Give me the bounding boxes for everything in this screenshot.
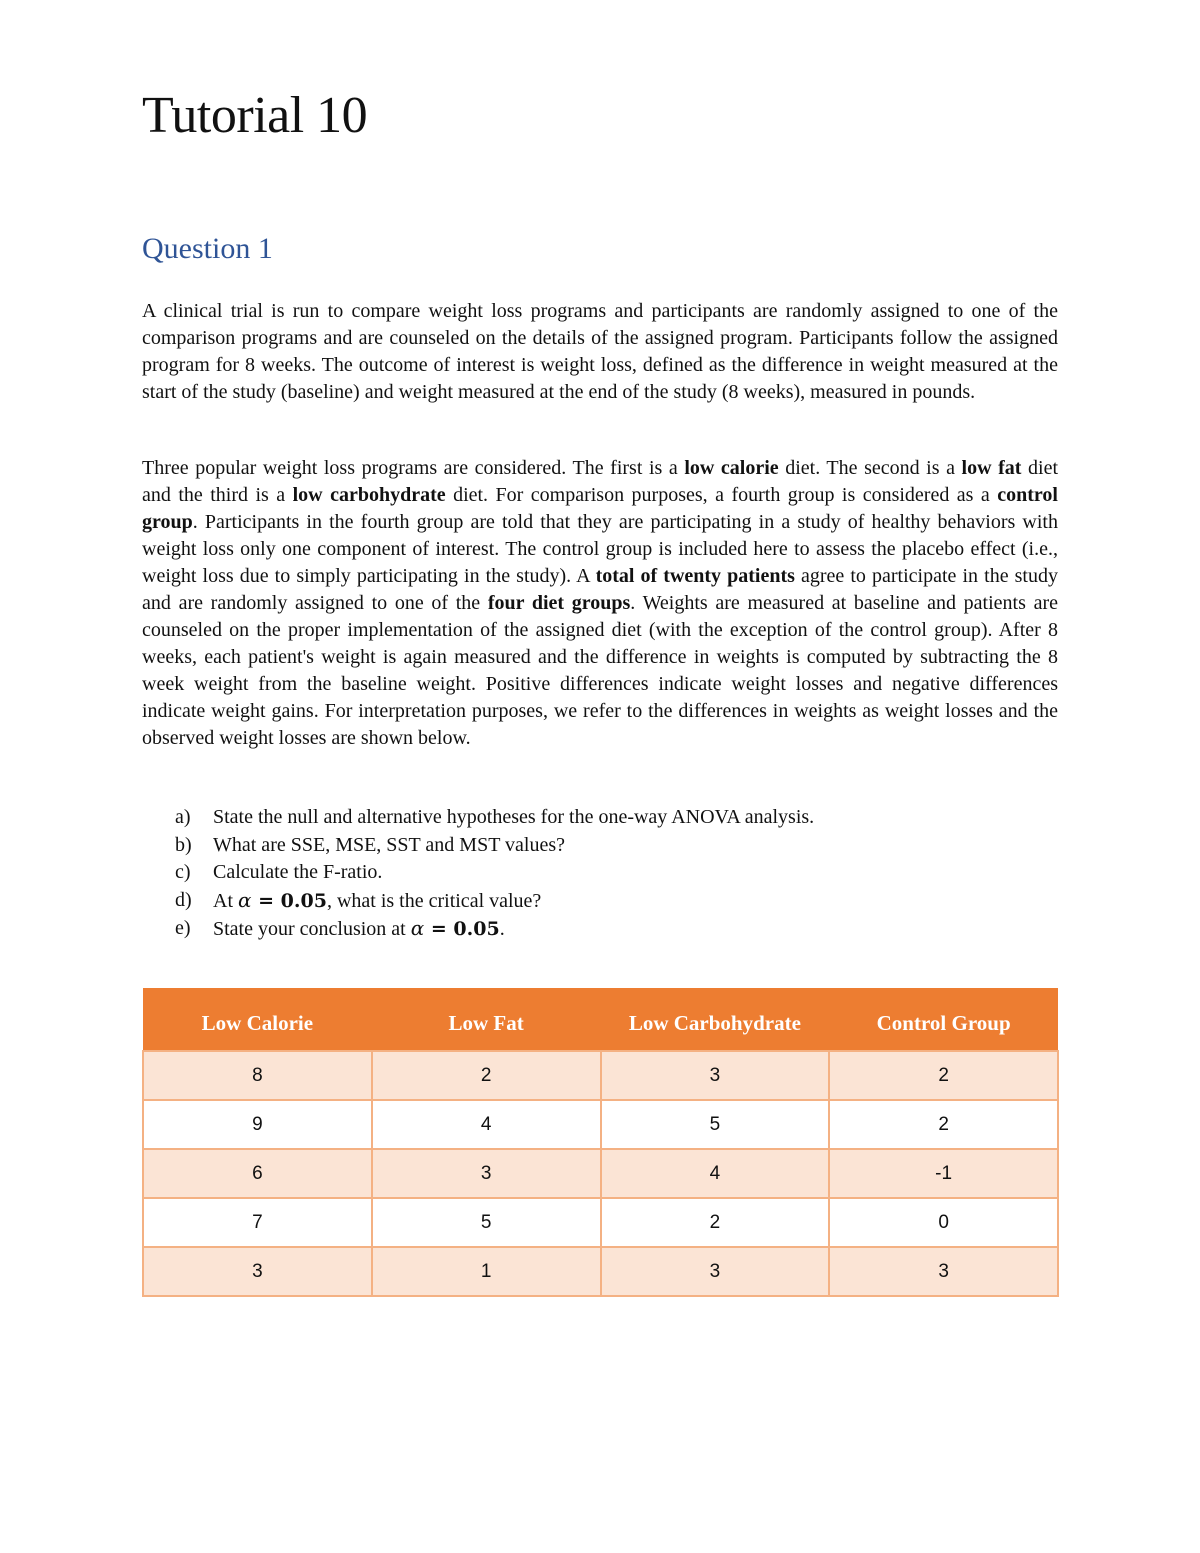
table-cell: 9 — [143, 1100, 372, 1149]
table-cell: 5 — [601, 1100, 830, 1149]
list-item — [175, 915, 814, 944]
text-span: . — [499, 918, 505, 940]
bold-low-calorie: low calorie — [684, 457, 779, 479]
table-cell: 4 — [372, 1100, 601, 1149]
table-cell: 0 — [829, 1198, 1058, 1247]
table-cell: 2 — [601, 1198, 830, 1247]
alpha-value: 0.05 — [280, 889, 327, 912]
list-text: Calculate the F-ratio. — [213, 861, 383, 883]
alpha-symbol: α — [410, 916, 425, 940]
table-header-row — [143, 988, 1058, 1051]
list-item — [175, 887, 814, 916]
column-header: Low Calorie — [143, 988, 372, 1051]
document-title: Tutorial 10 — [142, 87, 368, 144]
text-span: At — [213, 889, 238, 912]
text-span: . Weights are measured at baseline and patients are counseled on the proper implementation of the assigned diet (with the exception of the control group). After 8 weeks, each patient's weight is again measured and the difference in weights is computed by subtracting the 8 week weight from the baseline weight. Positive differences indicate weight losses and negative differences indicate weight gains. For interpretation purposes, we refer to the differences in weights as weight losses and the observed weight losses are shown below. — [142, 592, 1058, 749]
table-row — [143, 1100, 1058, 1149]
list-text — [213, 887, 541, 916]
bold-total-patients: total of twenty patients — [595, 565, 795, 587]
text-span: State your conclusion at — [213, 918, 411, 940]
table-cell: 6 — [143, 1149, 372, 1198]
table-cell: -1 — [829, 1149, 1058, 1198]
table-cell: 5 — [372, 1198, 601, 1247]
list-marker: e) — [175, 917, 191, 939]
table-cell: 3 — [601, 1051, 830, 1100]
bold-four-diet-groups: four diet groups — [487, 592, 631, 614]
table-cell: 8 — [143, 1051, 372, 1100]
alpha-symbol: α — [238, 887, 252, 912]
question-heading: Question 1 — [142, 232, 273, 265]
programs-paragraph — [142, 455, 1058, 752]
table-cell: 3 — [601, 1247, 830, 1296]
table-row — [143, 1051, 1058, 1100]
sub-questions-list — [175, 804, 814, 944]
bold-low-fat: low fat — [961, 457, 1022, 479]
table-cell: 3 — [143, 1247, 372, 1296]
list-text: State the null and alternative hypotheses for the one-way ANOVA analysis. — [213, 806, 815, 828]
text-span: agree to participate in the study and are randomly assigned to one of the — [142, 565, 1058, 614]
column-header: Control Group — [829, 988, 1058, 1051]
list-marker: c) — [175, 861, 191, 883]
table-cell: 7 — [143, 1198, 372, 1247]
table-cell: 3 — [829, 1247, 1058, 1296]
list-marker: d) — [175, 888, 192, 911]
weight-loss-table — [142, 988, 1059, 1297]
intro-paragraph: A clinical trial is run to compare weight loss programs and participants are randomly assigned to one of the comparison programs and are counseled on the details of the assigned program. Participants follow the assigned program for 8 weeks. The outcome of interest is weight loss, defined as the difference in weight measured at the start of the study (baseline) and weight measured at the end of the study (8 weeks), measured in pounds. — [142, 300, 1058, 403]
table-cell: 4 — [601, 1149, 830, 1198]
list-item — [175, 832, 814, 860]
text-span: , what is the critical value? — [326, 889, 542, 912]
list-marker: a) — [175, 806, 191, 828]
text-span: diet. The second is a — [778, 457, 962, 479]
text-span: diet. For comparison purposes, a fourth group is considered as a — [445, 484, 998, 506]
alpha-value: 0.05 — [453, 918, 500, 940]
list-marker: b) — [175, 833, 192, 856]
list-item — [175, 859, 814, 887]
column-header: Low Fat — [372, 988, 601, 1051]
table-row — [143, 1198, 1058, 1247]
list-text — [213, 915, 505, 944]
text-span: . Participants in the fourth group are told that they are participating in a study of healthy behaviors with weight loss only one component of interest. The control group is included here to assess the placebo effect (i.e., weight loss due to simply participating in the study). A — [142, 511, 1058, 587]
bold-control-group: control group — [142, 484, 1058, 533]
table-cell: 2 — [829, 1100, 1058, 1149]
table-row — [143, 1247, 1058, 1296]
table-cell: 2 — [372, 1051, 601, 1100]
table-row — [143, 1149, 1058, 1198]
equals-sign: = — [424, 918, 454, 940]
table-cell: 2 — [829, 1051, 1058, 1100]
equals-sign: = — [251, 889, 281, 912]
bold-low-carbohydrate: low carbohydrate — [292, 484, 446, 506]
list-text: What are SSE, MSE, SST and MST values? — [213, 833, 566, 856]
text-span: Three popular weight loss programs are considered. The first is a — [142, 457, 685, 479]
column-header: Low Carbohydrate — [601, 988, 830, 1051]
text-span: diet and the third is a — [142, 457, 1058, 506]
table-cell: 3 — [372, 1149, 601, 1198]
table-cell: 1 — [372, 1247, 601, 1296]
list-item — [175, 804, 814, 832]
